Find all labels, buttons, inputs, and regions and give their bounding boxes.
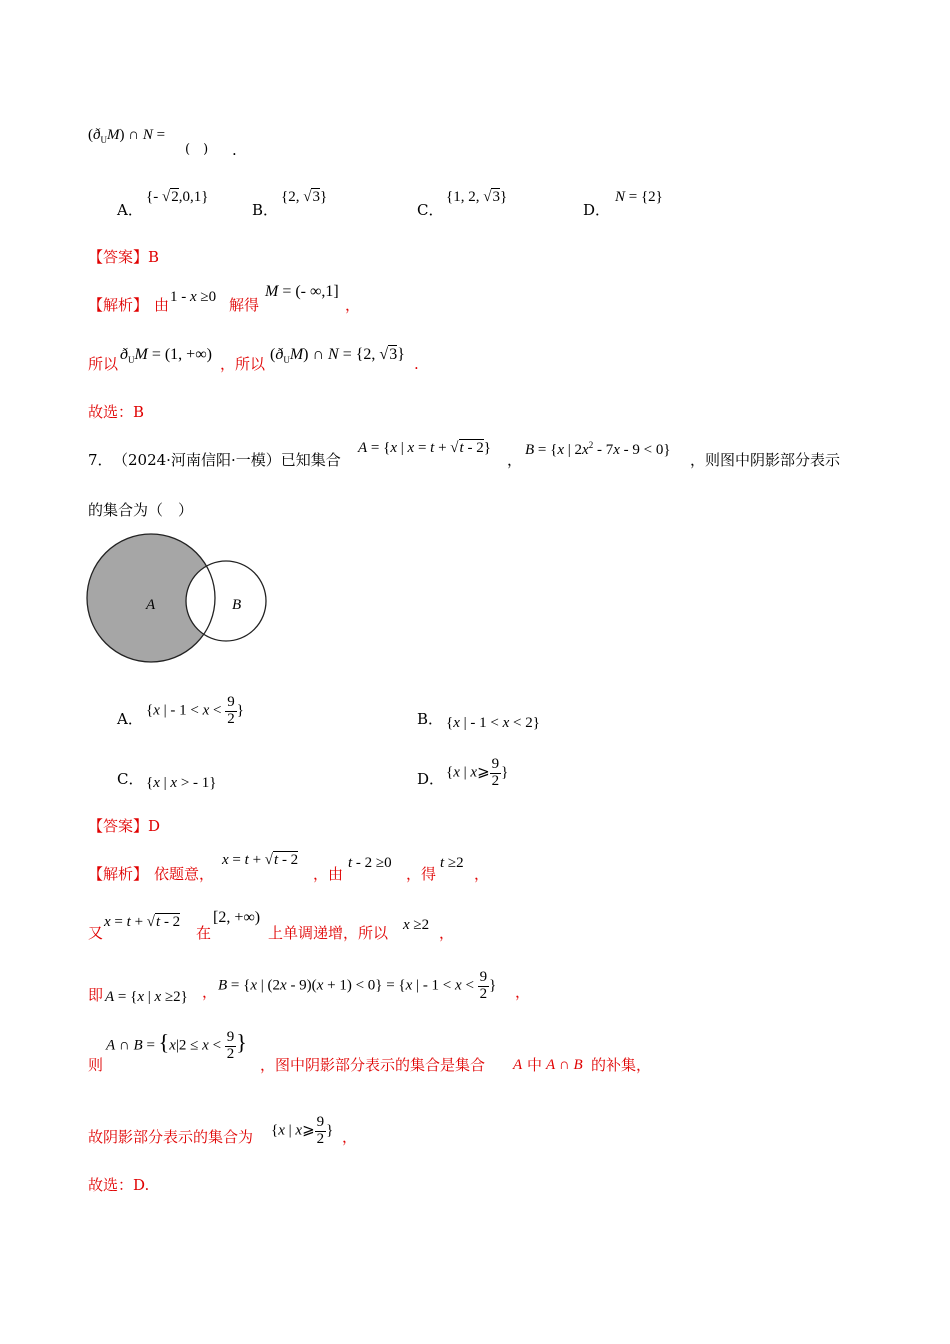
q7-line4-a: 则	[88, 1056, 104, 1074]
q7-line4-b: ，图中阴影部分表示的集合是集合	[260, 1056, 486, 1074]
q6-analysis-1-expr2: M = (- ∞,1]	[265, 283, 339, 300]
q7-line5-expr: {x | x⩾ $\frac{9}{2}$ }	[271, 1114, 334, 1147]
q7-set-b: B = {x | $2x^2 - 7x - 9 < 0$}	[525, 440, 671, 458]
q7-line2-c: 上单调递增，所以	[268, 924, 389, 942]
q6-stem-expression: $(ð_UM)$ ∩ N =	[88, 127, 166, 145]
q7-source: （2024·河南信阳·一模）已知集合	[113, 451, 341, 469]
q6-option-a-value: {- √2,0,1}	[146, 189, 209, 205]
q6-option-b-value: {2, √3}	[281, 189, 328, 205]
q7-line4-intersection: A ∩ B	[546, 1057, 583, 1073]
q7-line1-c: ，得	[406, 865, 437, 883]
q7-line2-d: ，	[439, 924, 455, 942]
q7-line4-d: 的补集，	[591, 1056, 652, 1074]
q7-option-d-label: D．	[417, 770, 445, 788]
q7-option-d-value: {x | x⩾ $\frac{9}{2}$ }	[446, 756, 509, 789]
q6-analysis-1-a: 由	[154, 296, 170, 314]
q7-option-c-value: {x | x > - 1}	[146, 775, 217, 791]
q7-analysis-tag: 【解析】	[88, 865, 149, 883]
q6-option-a-label: A．	[117, 201, 143, 219]
q6-option-d-label: D．	[583, 201, 611, 219]
q7-line1-expr2: t - 2 ≥0	[348, 855, 392, 871]
q7-option-a-value: {x | - 1 < x < $\frac{9}{2}$ }	[146, 694, 244, 727]
q6-analysis-1-expr: 1 - x ≥0	[170, 289, 217, 305]
q7-line4-set-a: A	[513, 1057, 523, 1073]
q6-analysis-2-c: .	[414, 355, 419, 373]
q6-analysis-1-b: 解得	[229, 296, 260, 314]
q7-line1-a: 依题意，	[154, 865, 215, 883]
q7-comma: ，	[507, 451, 523, 469]
q7-line4-expr: A ∩ B = {x|2 ≤ x < $\frac{9}{2}$ }	[106, 1029, 247, 1062]
q7-line1-d: ，	[474, 865, 490, 883]
q7-option-b-label: B．	[417, 710, 444, 728]
q7-line4-c: 中	[527, 1056, 543, 1074]
q7-conclusion: 故选：D.	[88, 1176, 150, 1194]
q6-analysis-2-b: ，所以	[220, 355, 266, 373]
q7-line2-expr2: [2, +∞)	[213, 909, 261, 926]
q7-line2-expr1: x = t + √t - 2	[104, 914, 181, 930]
q7-line1-expr1: x = t + √t - 2	[222, 852, 299, 868]
q7-number: 7．	[88, 451, 113, 469]
set-b-label: B	[232, 597, 242, 613]
q6-analysis-tag: 【解析】	[88, 296, 149, 314]
q7-line3-expr2: B = {x | (2x - 9)(x + 1) < 0} = {x | - 1 < x < $\frac{9}{2}$ }	[218, 969, 497, 1002]
q7-line5-a: 故阴影部分表示的集合为	[88, 1128, 254, 1146]
q6-answer: 【答案】B	[88, 248, 160, 266]
q7-option-b-value: {x | - 1 < x < 2}	[446, 715, 540, 731]
q7-line3-c: ，	[515, 983, 531, 1001]
q6-option-c-label: C．	[417, 201, 444, 219]
q7-line2-a: 又	[88, 924, 104, 942]
q6-option-c-value: {1, 2, √3}	[446, 189, 508, 205]
q7-option-c-label: C．	[117, 770, 144, 788]
q7-line1-b: ，由	[313, 865, 344, 883]
q7-line3-expr1: A = {x | x ≥2}	[105, 989, 188, 1005]
q6-analysis-1-c: ，	[345, 296, 361, 314]
q7-line2-expr3: x ≥2	[403, 917, 430, 933]
q6-option-b-label: B．	[252, 201, 279, 219]
q7-stem-tail: ，则图中阴影部分表示	[690, 451, 841, 469]
q6-option-d-value: N = {2}	[615, 189, 663, 205]
venn-diagram	[84, 532, 274, 672]
q7-answer: 【答案】D	[88, 817, 161, 835]
q6-paren: ( )	[185, 142, 209, 157]
set-a-label: A	[146, 597, 156, 613]
q7-set-a: A = {x | x = t + √t - 2}	[358, 440, 491, 456]
q7-line1-expr3: t ≥2	[440, 855, 464, 871]
q7-option-a-label: A．	[117, 710, 143, 728]
q6-conclusion: 故选：B	[88, 403, 145, 421]
q6-analysis-2-expr2: $(ð_UM)$ ∩ N = {2, √3}	[270, 346, 405, 366]
q6-analysis-2-expr: $ð_UM = (1$, +∞)	[120, 346, 212, 366]
q7-line3-b: ，	[202, 983, 218, 1001]
q7-line2-b: 在	[196, 924, 212, 942]
q7-stem-line2: 的集合为（ ）	[88, 501, 194, 519]
q6-analysis-2-a: 所以	[88, 355, 119, 373]
q7-line3-a: 即	[88, 986, 104, 1004]
q6-period: .	[232, 141, 237, 159]
q7-line5-b: ，	[342, 1128, 358, 1146]
